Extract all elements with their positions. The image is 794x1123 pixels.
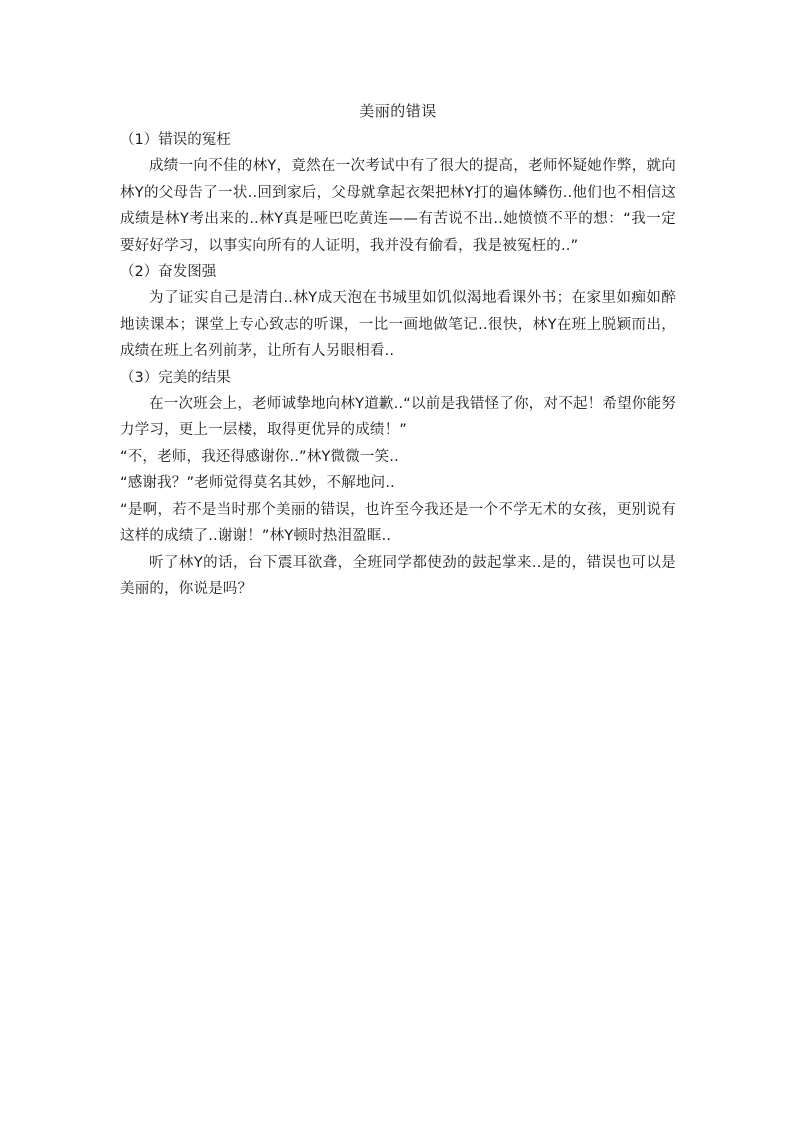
dialog-line-1: “不，老师，我还得感谢你..”林Y微微一笑.. <box>120 448 399 465</box>
section-1-paragraph: 成绩一向不佳的林Y，竟然在一次考试中有了很大的提高，老师怀疑她作弊，就向林Y的父母告了一状..回到家后，父母就拿起衣架把林Y打的遍体鳞伤..他们也不相信这成绩是林Y考出来的..林Y真是哑巴吃黄连——有苦说不出..她愤愤不平的想：“我一定要好好学习，以事实向所有的人证明，我并没有偷看，我是被冤枉的..” <box>120 158 676 254</box>
closing-paragraph: 听了林Y的话，台下震耳欲聋，全班同学都使劲的鼓起掌来..是的，错误也可以是美丽的，你说是吗？ <box>120 554 676 597</box>
dialog-line-2: “感谢我？”老师觉得莫名其妙，不解地问.. <box>120 475 395 491</box>
dialog-line-3: “是啊，若不是当时那个美丽的错误，也许至今我还是一个不学无术的女孩，更别说有这样的成绩了..谢谢！”林Y顿时热泪盈眶.. <box>120 501 676 544</box>
section-heading-1: （1）错误的冤枉 <box>120 132 231 148</box>
document-content <box>120 98 676 603</box>
document-title: 美丽的错误 <box>359 102 437 120</box>
section-3-paragraph: 在一次班会上，老师诚挚地向林Y道歉..“以前是我错怪了你，对不起！希望你能努力学习，更上一层楼，取得更优异的成绩！” <box>120 395 676 438</box>
section-2-paragraph: 为了证实自己是清白..林Y成天泡在书城里如饥似渴地看课外书；在家里如痴如醉地读课本；课堂上专心致志的听课，一比一画地做笔记..很快，林Y在班上脱颖而出，成绩在班上名列前茅，让所有人另眼相看.. <box>120 290 676 359</box>
section-heading-3: （3）完美的结果 <box>120 369 231 386</box>
section-heading-2: （2）奋发图强 <box>120 264 217 280</box>
